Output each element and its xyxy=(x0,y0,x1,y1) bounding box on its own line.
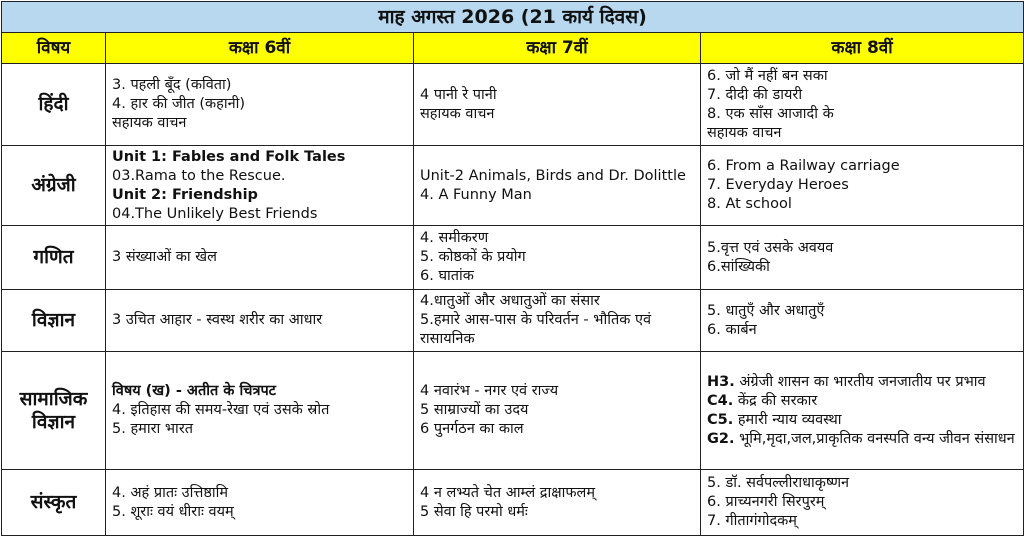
chapter-line: 4 नवारंभ - नगर एवं राज्य xyxy=(420,383,559,399)
chapter-line: 4. अहं प्रातः उत्तिष्ठामि xyxy=(112,484,229,501)
class-8-cell xyxy=(701,146,1024,226)
chapter-line: 5. धातुएँ और अधातुएँ xyxy=(707,302,825,319)
chapter-line: 4. इतिहास की समय-रेखा एवं उसके स्रोत xyxy=(112,402,330,418)
class-8-cell xyxy=(701,290,1024,352)
class-6-cell xyxy=(106,64,414,146)
chapter-line: 5 साम्राज्यों का उदय xyxy=(420,402,529,418)
chapter-line: 8. एक साँस आजादी के xyxy=(707,105,834,122)
class-7-cell xyxy=(414,352,701,470)
class-6-cell xyxy=(106,290,414,352)
subject-cell: हिंदी xyxy=(2,64,106,146)
chapter-line: Unit-2 Animals, Birds and Dr. Dolittle xyxy=(420,167,686,184)
table-row xyxy=(2,470,1024,536)
chapter-line: 5.हमारे आस-पास के परिवर्तन - भौतिक एवं रासायनिक xyxy=(420,312,652,347)
class-7-cell xyxy=(414,64,701,146)
chapter-line: 4. समीकरण xyxy=(420,230,489,246)
table-row xyxy=(2,352,1024,470)
chapter-line: 7. Everyday Heroes xyxy=(707,177,849,193)
chapter-line xyxy=(707,430,1017,449)
chapter-code: C4. xyxy=(707,392,734,409)
chapter-text: अंग्रेजी शासन का भारतीय जनजातीय पर प्रभाव xyxy=(734,373,986,390)
subject-cell: विज्ञान xyxy=(2,290,106,352)
chapter-line: 6. जो मैं नहीं बन सका xyxy=(707,67,828,84)
class-8-cell xyxy=(701,470,1024,536)
chapter-line: 5. कोष्ठकों के प्रयोग xyxy=(420,249,526,265)
chapter-line: 5. हमारा भारत xyxy=(112,421,194,437)
chapter-line: सहायक वाचन xyxy=(112,115,187,131)
chapter-line: 5. डॉ. सर्वपल्लीराधाकृष्णन xyxy=(707,475,850,491)
table-body xyxy=(2,64,1024,536)
chapter-text: भूमि,मृदा,जल,प्राकृतिक वनस्पति वन्य जीवन संसाधन xyxy=(734,430,1015,447)
class-7-cell xyxy=(414,290,701,352)
class-8-cell xyxy=(701,352,1024,470)
header-row xyxy=(2,33,1024,64)
chapter-code: C5. xyxy=(707,411,734,428)
chapter-line: 8. At school xyxy=(707,196,792,212)
chapter-text: केंद्र की सरकार xyxy=(733,392,818,409)
header-class-7: कक्षा 7वीं xyxy=(414,33,701,64)
chapter-line: 5 सेवा हि परमो धर्मः xyxy=(420,503,528,520)
chapter-line xyxy=(707,411,1017,430)
table-row xyxy=(2,290,1024,352)
header-subject: विषय xyxy=(2,33,106,64)
chapter-line: 4 पानी रे पानी xyxy=(420,86,497,103)
chapter-line: 3. पहली बूँद (कविता) xyxy=(112,77,232,93)
class-6-cell xyxy=(106,470,414,536)
header-class-6: कक्षा 6वीं xyxy=(106,33,414,64)
chapter-line: Unit 1: Fables and Folk Tales xyxy=(112,148,346,165)
chapter-line: 6.सांख्यिकी xyxy=(707,258,770,275)
chapter-line: विषय (ख) - अतीत के चित्रपट xyxy=(112,383,276,399)
subject-cell: संस्कृत xyxy=(2,470,106,536)
chapter-line: 03.Rama to the Rescue. xyxy=(112,167,286,184)
chapter-line: सहायक वाचन xyxy=(707,124,782,141)
chapter-line: 4. A Funny Man xyxy=(420,186,532,203)
chapter-line: 6. प्राच्यनगरी सिरपुरम् xyxy=(707,494,825,510)
chapter-line xyxy=(707,373,1017,392)
chapter-text: हमारी न्याय व्यवस्था xyxy=(733,411,842,428)
class-7-cell xyxy=(414,146,701,226)
class-6-cell xyxy=(106,352,414,470)
chapter-line: 6. घातांक xyxy=(420,268,474,284)
subject-cell: गणित xyxy=(2,226,106,290)
class-7-cell xyxy=(414,470,701,536)
title-row xyxy=(2,2,1024,33)
chapter-line: 5.वृत्त एवं उसके अवयव xyxy=(707,239,834,256)
chapter-line: 6. कार्बन xyxy=(707,321,757,338)
chapter-line: 7. दीदी की डायरी xyxy=(707,86,803,103)
chapter-code: H3. xyxy=(707,373,735,390)
subject-cell: अंग्रेजी xyxy=(2,146,106,226)
class-6-cell xyxy=(106,226,414,290)
class-8-cell xyxy=(701,64,1024,146)
schedule-table xyxy=(1,1,1024,536)
chapter-line xyxy=(707,392,1017,411)
class-6-cell xyxy=(106,146,414,226)
class-7-cell xyxy=(414,226,701,290)
chapter-line: 3 संख्याओं का खेल xyxy=(112,249,217,265)
subject-cell: सामाजिक विज्ञान xyxy=(2,352,106,470)
table-title: माह अगस्त 2026 (21 कार्य दिवस) xyxy=(2,2,1024,33)
chapter-line: 6. From a Railway carriage xyxy=(707,158,900,174)
table-row xyxy=(2,146,1024,226)
chapter-line: 4.धातुओं और अधातुओं का संसार xyxy=(420,293,600,309)
chapter-code: G2. xyxy=(707,430,735,447)
class-8-cell xyxy=(701,226,1024,290)
chapter-line: 3 उचित आहार - स्वस्थ शरीर का आधार xyxy=(112,312,323,328)
table-row xyxy=(2,64,1024,146)
table-row xyxy=(2,226,1024,290)
chapter-line: 04.The Unlikely Best Friends xyxy=(112,205,318,222)
chapter-line: सहायक वाचन xyxy=(420,105,495,122)
chapter-line: 7. गीतागंगोदकम् xyxy=(707,513,797,529)
header-class-8: कक्षा 8वीं xyxy=(701,33,1024,64)
chapter-line: 4. हार की जीत (कहानी) xyxy=(112,96,246,112)
chapter-line: 6 पुनर्गठन का काल xyxy=(420,421,524,437)
chapter-line: 4 न लभ्यते चेत आम्लं द्राक्षाफलम् xyxy=(420,484,596,501)
chapter-line: Unit 2: Friendship xyxy=(112,186,258,203)
chapter-line: 5. शूराः वयं धीराः वयम् xyxy=(112,503,234,520)
